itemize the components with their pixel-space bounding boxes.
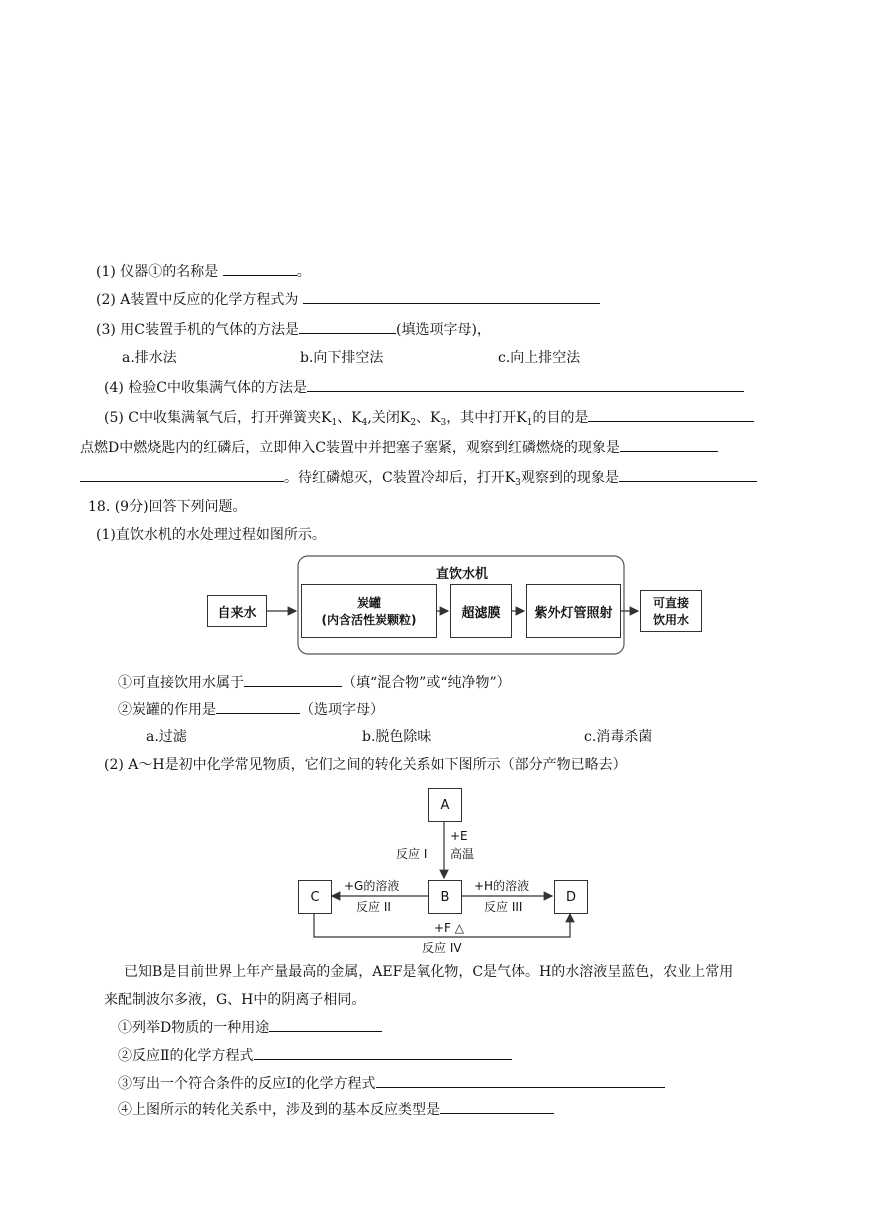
- q17-item2-text: (2) A装置中反应的化学方程式为: [96, 292, 299, 308]
- node-a: A: [428, 788, 462, 822]
- q17-item4-text: (4) 检验C中收集满气体的方法是: [104, 380, 307, 396]
- subscript: 1: [331, 418, 338, 428]
- q18-sub1: (1)直饮水机的水处理过程如图所示。: [96, 527, 326, 543]
- option-b: b.向下排空法: [300, 350, 384, 366]
- q18-2-item3: [118, 1073, 665, 1094]
- q18-2-item2: [118, 1045, 512, 1066]
- subscript: 4: [361, 418, 368, 428]
- reaction2-label: 反应 II: [356, 900, 391, 914]
- info-text-line1: 已知B是目前世界上年产量最高的金属，AEF是氧化物，C是气体。H的水溶液呈蓝色，农业上常用: [124, 964, 734, 980]
- separator: 、K: [337, 410, 362, 426]
- option-b: b.脱色除味: [362, 729, 432, 745]
- question-text: （填“混合物”或“纯净物”）: [342, 675, 511, 691]
- q18-sub2: (2) A～H是初中化学常见物质，它们之间的转化关系如下图所示（部分产物已略去）: [104, 757, 627, 773]
- q18-2-item1: [118, 1017, 382, 1038]
- info-text-line2: 来配制波尔多液，G、H中的阴离子相同。: [104, 992, 366, 1008]
- node-b: B: [428, 880, 462, 914]
- subscript: 3: [515, 478, 521, 488]
- subscript: 2: [410, 418, 417, 428]
- reaction3-condition: +H的溶液: [474, 879, 530, 893]
- q18-2-item4: [118, 1099, 554, 1120]
- q17-item1-text: (1) 仪器①的名称是: [96, 264, 219, 280]
- answer-blank[interactable]: [376, 1073, 665, 1088]
- reaction3-label: 反应 III: [484, 900, 523, 914]
- question-text: ③写出一个符合条件的反应Ⅰ的化学方程式: [118, 1076, 376, 1092]
- machine-title: 直饮水机: [435, 566, 488, 582]
- tap-water-box: 自来水: [207, 595, 267, 627]
- q17-item5-text: ,关闭K: [367, 410, 411, 426]
- uv-lamp-box: 紫外灯管照射: [526, 584, 621, 638]
- reaction4-label: 反应 IV: [422, 941, 462, 955]
- option-a: a.过滤: [146, 729, 187, 745]
- question-text: ②反应Ⅱ的化学方程式: [118, 1048, 254, 1064]
- reaction1-condition: +E: [450, 829, 468, 843]
- question-text: （选项字母）: [300, 702, 384, 718]
- question-text: ①列举D物质的一种用途: [118, 1020, 270, 1036]
- q17-item5-text: ，其中打开K: [446, 410, 527, 426]
- carbon-tank-sublabel: (内含活性炭颗粒): [321, 613, 417, 627]
- option-c: c.消毒杀菌: [584, 729, 653, 745]
- option-c: c.向上排空法: [498, 350, 581, 366]
- separator: 、K: [416, 410, 441, 426]
- membrane-box: 超滤膜: [450, 584, 512, 638]
- question-text: ④上图所示的转化关系中，涉及到的基本反应类型是: [118, 1102, 440, 1118]
- q17-item5-text: 观察到的现象是: [520, 470, 619, 486]
- answer-blank[interactable]: [440, 1099, 554, 1114]
- output-sublabel: 饮用水: [652, 613, 689, 627]
- q17-item5-text: (5) C中收集满氧气后，打开弹簧夹K: [104, 410, 332, 426]
- node-d: D: [554, 880, 588, 914]
- reaction1-condition2: 高温: [450, 847, 475, 861]
- question-text: ②炭罐的作用是: [118, 702, 216, 718]
- q17-item5-text: 的目的是: [532, 410, 589, 426]
- subscript: 1: [526, 418, 533, 428]
- reaction1-label: 反应 I: [396, 847, 428, 861]
- answer-blank[interactable]: [254, 1045, 512, 1060]
- q18-header: 18. (9分)回答下列问题。: [88, 499, 247, 515]
- output-label: 可直接: [652, 596, 689, 610]
- node-c: C: [298, 880, 332, 914]
- reaction2-condition: +G的溶液: [344, 879, 400, 893]
- reaction4-condition: +F △: [434, 921, 464, 935]
- q17-item5-text: 点燃D中燃烧匙内的红磷后，立即伸入C装置中并把塞子塞紧，观察到红磷燃烧的现象是: [80, 440, 620, 456]
- subscript: 3: [440, 418, 447, 428]
- q17-item1-end: 。: [296, 264, 311, 280]
- carbon-tank-label: 炭罐: [356, 596, 381, 610]
- question-text: ①可直接饮用水属于: [118, 675, 244, 691]
- answer-blank[interactable]: [269, 1017, 382, 1032]
- q17-item5-text: 。待红磷熄灭，C装置冷却后，打开K: [284, 470, 516, 486]
- q17-item3-end: (填选项字母)，: [396, 322, 491, 338]
- q17-item3-text: (3) 用C装置手机的气体的方法是: [96, 322, 299, 338]
- option-a: a.排水法: [122, 350, 177, 366]
